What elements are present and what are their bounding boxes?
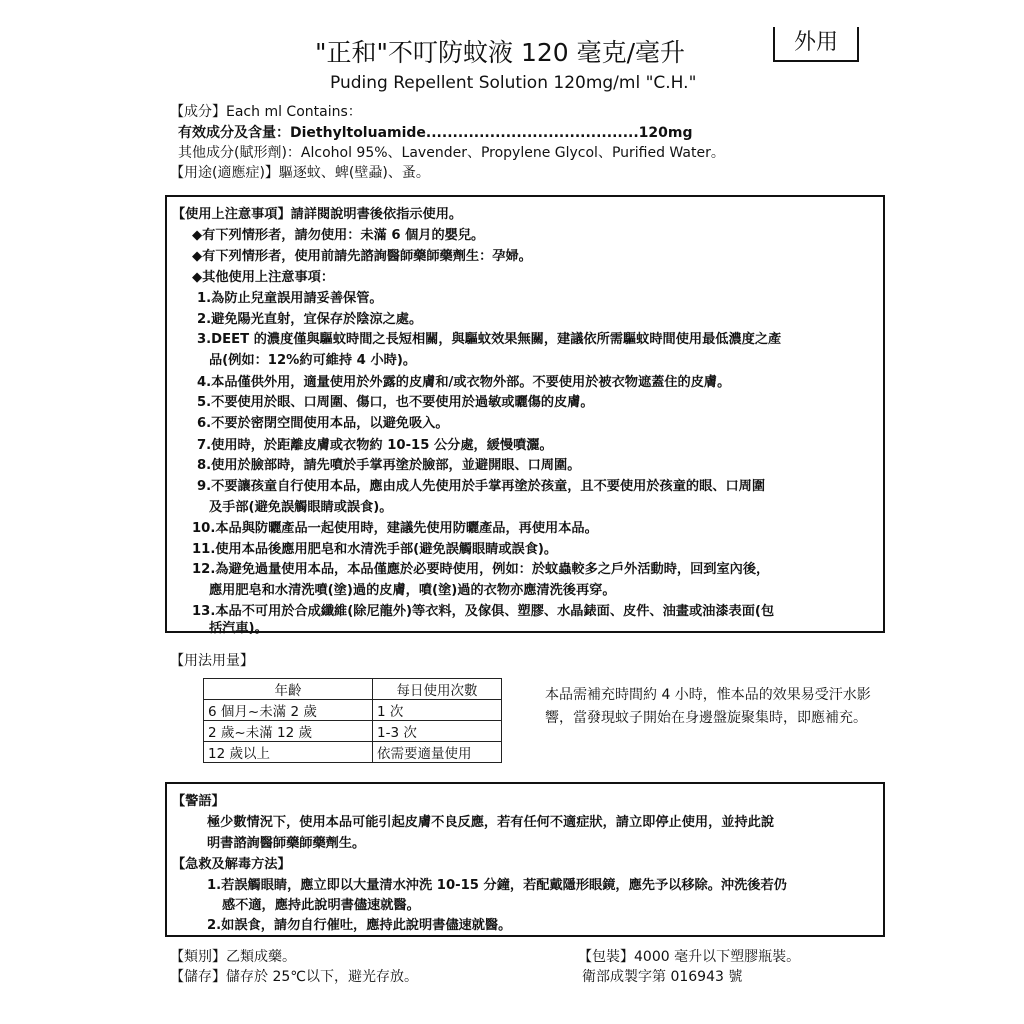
table-cell-frequency: 1-3 次	[373, 721, 502, 742]
precaution-line: 3.DEET 的濃度僅與驅蚊時間之長短相關，與驅蚊效果無關，建議依所需驅蚊時間使用最低濃度之產	[197, 332, 782, 347]
dosage-note: 本品需補充時間約 4 小時，惟本品的效果易受汗水影響，當發現蚊子開始在身邊盤旋聚集時，即應補充。	[545, 687, 871, 726]
precaution-line: 13.本品不可用於合成纖維(除尼龍外)等衣料，及傢俱、塑膠、水晶錶面、皮件、油畫或油漆表面(包	[192, 604, 775, 619]
table-header-age: 年齡	[204, 679, 373, 700]
precautions-box	[165, 195, 885, 636]
precaution-line: 4.本品僅供外用，適量使用於外露的皮膚和/或衣物外部。不要使用於被衣物遮蓋住的皮膚。	[197, 375, 731, 390]
precaution-line: ◆其他使用上注意事項：	[192, 270, 335, 285]
precaution-line: 8.使用於臉部時，請先噴於手掌再塗於臉部，並避開眼、口周圍。	[197, 458, 581, 473]
first-aid-heading: 【急救及解毒方法】	[172, 857, 291, 872]
table-cell-age: 6 個月~未滿 2 歲	[204, 700, 373, 721]
first-aid-line: 2.如誤食，請勿自行催吐，應持此說明書儘速就醫。	[207, 918, 512, 933]
other-ingredients: 其他成分(賦形劑)：Alcohol 95%、Lavender、Propylene Glycol、Purified Water。	[178, 145, 725, 161]
table-cell-frequency: 依需要適量使用	[373, 742, 502, 763]
precaution-line: 6.不要於密閉空間使用本品，以避免吸入。	[197, 416, 449, 431]
table-row	[204, 700, 502, 721]
external-use-badge: 外用	[773, 27, 859, 62]
precaution-line: 10.本品與防曬產品一起使用時，建議先使用防曬產品，再使用本品。	[192, 521, 598, 536]
precaution-line: 2.避免陽光直射，宜保存於陰涼之處。	[197, 312, 423, 327]
precaution-line: ◆有下列情形者，請勿使用：未滿 6 個月的嬰兒。	[192, 228, 485, 243]
table-row	[204, 742, 502, 763]
precaution-line: 1.為防止兒童誤用請妥善保管。	[197, 291, 383, 306]
table-header-row	[204, 679, 502, 700]
warning-heading: 【警語】	[172, 794, 225, 809]
table-cell-frequency: 1 次	[373, 700, 502, 721]
warning-line: 明書諮詢醫師藥師藥劑生。	[207, 836, 366, 851]
table-row	[204, 721, 502, 742]
page-subtitle: Puding Repellent Solution 120mg/ml "C.H."	[330, 73, 697, 93]
precaution-line: 應用肥皂和水清洗噴(塗)過的皮膚，噴(塗)過的衣物亦應清洗後再穿。	[209, 583, 616, 598]
precaution-line: 5.不要使用於眼、口周圍、傷口，也不要使用於過敏或曬傷的皮膚。	[197, 395, 594, 410]
table-cell-age: 12 歲以上	[204, 742, 373, 763]
precaution-line: 9.不要讓孩童自行使用本品，應由成人先使用於手掌再塗於孩童，且不要使用於孩童的眼、口周圍	[197, 479, 766, 494]
precaution-line: 11.使用本品後應用肥皂和水清洗手部(避免誤觸眼睛或誤食)。	[192, 542, 558, 557]
first-aid-line: 感不適，應持此說明書儘速就醫。	[222, 898, 420, 913]
dosage-table	[203, 678, 502, 763]
warnings-box	[165, 782, 885, 937]
precaution-line: 7.使用時，於距離皮膚或衣物約 10-15 公分處，緩慢噴灑。	[197, 438, 553, 453]
storage-text: 【儲存】儲存於 25℃以下，避光存放。	[170, 969, 418, 985]
table-header-frequency: 每日使用次數	[373, 679, 502, 700]
precaution-line: 及手部(避免誤觸眼睛或誤食)。	[209, 500, 393, 515]
first-aid-line: 1.若誤觸眼睛，應立即以大量清水沖洗 10-15 分鐘，若配戴隱形眼鏡，應先予以移除。沖洗後若仍	[207, 878, 787, 893]
dosage-heading: 【用法用量】	[170, 653, 254, 669]
license-number: 衛部成製字第 016943 號	[582, 969, 743, 985]
table-cell-age: 2 歲~未滿 12 歲	[204, 721, 373, 742]
precautions-heading: 【使用上注意事項】請詳閱說明書後依指示使用。	[172, 207, 463, 222]
precaution-line: 12.為避免過量使用本品，本品僅應於必要時使用，例如：於蚊蟲較多之戶外活動時，回到室內後，	[192, 562, 770, 577]
usage-indication: 【用途(適應症)】驅逐蚊、蜱(壁蝨)、蚤。	[170, 165, 430, 181]
precaution-line: 品(例如：12%約可維持 4 小時)。	[209, 353, 417, 368]
warning-line: 極少數情況下，使用本品可能引起皮膚不良反應，若有任何不適症狀，請立即停止使用，並持此說	[207, 815, 775, 830]
category-text: 【類別】乙類成藥。	[170, 949, 296, 965]
page-title: "正和"不叮防蚊液 120 毫克/毫升	[315, 38, 686, 67]
precaution-line: 括汽車)。	[209, 621, 268, 636]
active-ingredient: 有效成分及含量：Diethyltoluamide........................................120mg	[178, 125, 693, 141]
package-text: 【包裝】4000 毫升以下塑膠瓶裝。	[578, 949, 801, 965]
precaution-line: ◆有下列情形者，使用前請先諮詢醫師藥師藥劑生：孕婦。	[192, 249, 532, 264]
composition-heading: 【成分】Each ml Contains：	[170, 104, 362, 120]
